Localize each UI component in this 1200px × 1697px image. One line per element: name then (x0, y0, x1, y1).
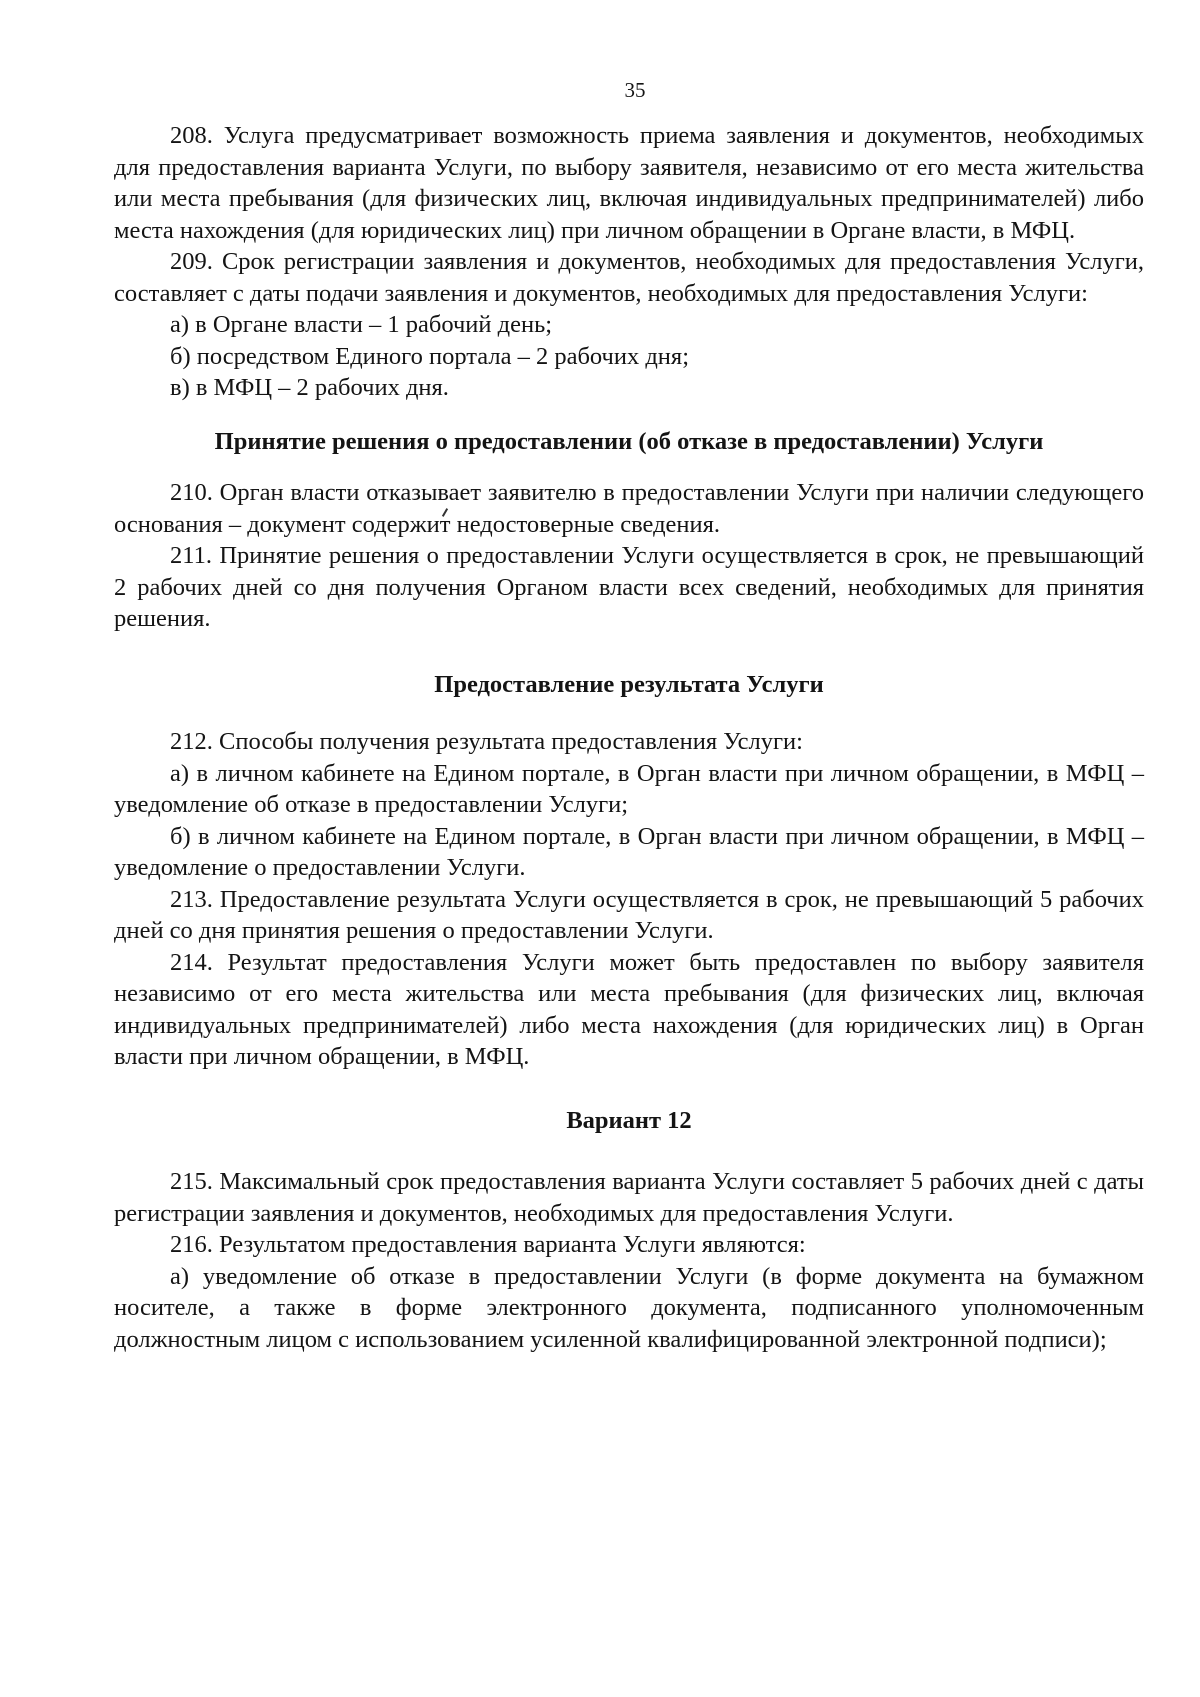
paragraph-212-item-b: б) в личном кабинете на Едином портале, в Орган власти при личном обращении, в МФЦ – уведомление о предоставлении Услуги. (114, 822, 1144, 881)
paragraph-209-item-c: в) в МФЦ – 2 рабочих дня. (170, 374, 449, 401)
section-heading-variant-12: Вариант 12 (566, 1106, 692, 1134)
paragraph-215: 215. Максимальный срок предоставления варианта Услуги составляет 5 рабочих дней с даты регистрации заявления и документов, необходимых для предоставления Услуги. (114, 1168, 1144, 1227)
section-heading-result: Предоставление результата Услуги (434, 670, 824, 698)
paragraph-209-item-a: а) в Органе власти – 1 рабочий день; (170, 311, 553, 338)
paragraph-211: 211. Принятие решения о предоставлении Услуги осуществляется в срок, не превышающий 2 рабочих дней со дня получения Органом власти всех сведений, необходимых для принятия решения. (114, 542, 1144, 632)
paragraph-216-item-a: а) уведомление об отказе в предоставлении Услуги (в форме документа на бумажном носителе, а также в форме электронного документа, подписанного уполномоченным должностным лицом с использованием усиленной квалифицированной электронной подписи); (114, 1262, 1144, 1353)
paragraph-213: 213. Предоставление результата Услуги осуществляется в срок, не превышающий 5 рабочих дней со дня принятия решения о предоставлении Услуги. (114, 885, 1144, 944)
paragraph-212: 212. Способы получения результата предоставления Услуги: (170, 728, 803, 755)
document-body (114, 120, 1144, 1355)
paragraph-209-item-b: б) посредством Единого портала – 2 рабочих дня; (170, 342, 689, 370)
page-number: 35 (624, 78, 646, 102)
paragraph-214: 214. Результат предоставления Услуги может быть предоставлен по выбору заявителя независимо от его места жительства или места пребывания (для физических лиц, включая индивидуальных предпринимателей) либо места нахождения (для юридических лиц) в Орган власти при личном обращении, в МФЦ. (114, 948, 1144, 1070)
paragraph-212-item-a: а) в личном кабинете на Едином портале, в Орган власти при личном обращении, в МФЦ – уведомление об отказе в предоставлении Услуги; (114, 759, 1144, 818)
section-heading-decision: Принятие решения о предоставлении (об отказе в предоставлении) Услуги (214, 427, 1044, 455)
paragraph-216: 216. Результатом предоставления варианта Услуги являются: (170, 1231, 806, 1258)
paragraph-210: 210. Орган власти отказывает заявителю в предоставлении Услуги при наличии следующего основания – документ содержит недостоверные сведения. (114, 479, 1144, 538)
paragraph-208: 208. Услуга предусматривает возможность приема заявления и документов, необходимых для предоставления варианта Услуги, по выбору заявителя, независимо от его места жительства или места пребывания (для физических лиц, включая индивидуальных предпринимателей) либо места нахождения (для юридических лиц) при личном обращении в Органе власти, в МФЦ. (114, 122, 1144, 244)
paragraph-209: 209. Срок регистрации заявления и документов, необходимых для предоставления Услуги, составляет с даты подачи заявления и документов, необходимых для предоставления Услуги: (114, 248, 1144, 307)
